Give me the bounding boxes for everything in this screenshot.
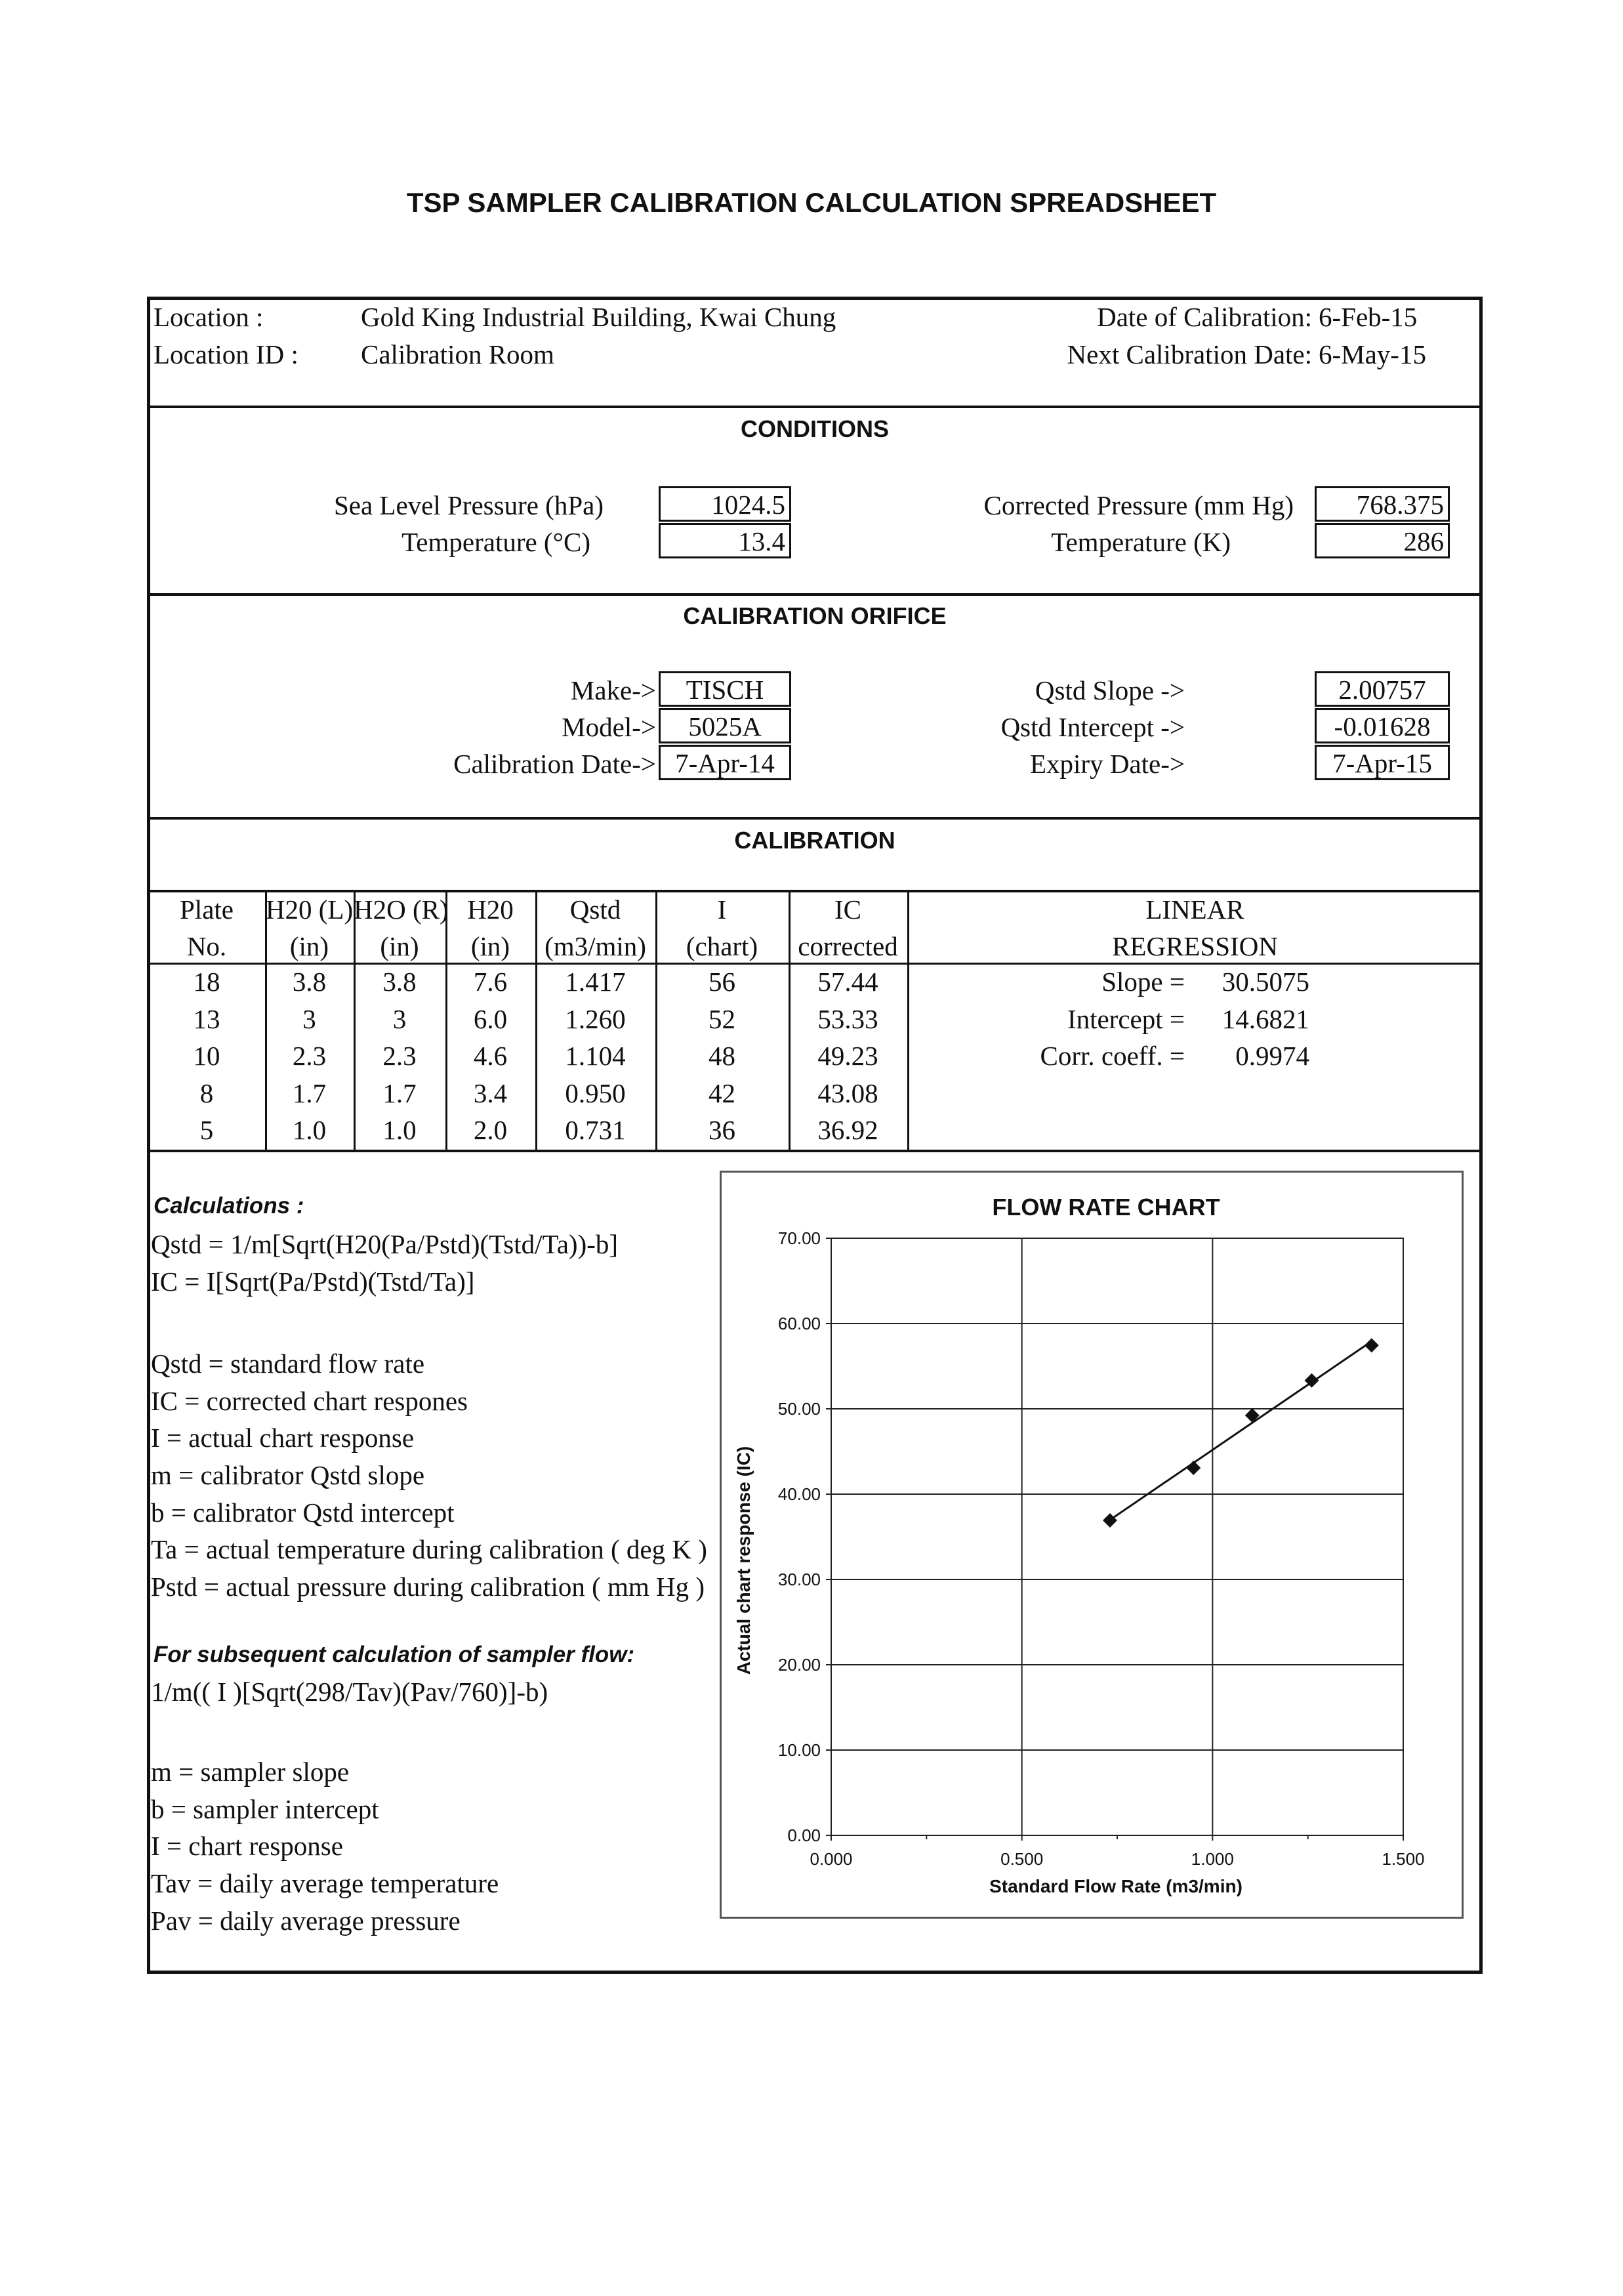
col-header-line1: IC [834,894,861,925]
section-divider [148,593,1481,596]
table-cell-ic-corrected: 49.23 [817,1041,878,1071]
col-header-h2o-right [354,891,449,965]
expiry-date-label: Expiry Date-> [1029,749,1185,779]
col-header-line2: corrected [798,931,898,961]
col-header-line1: H20 [467,894,514,925]
table-cell-qstd: 1.417 [565,967,626,997]
chart-x-axis-label: Standard Flow Rate (m3/min) [989,1876,1243,1896]
table-cell-h2o: 3.4 [473,1077,508,1108]
flow-rate-chart [720,1171,1464,1919]
table-cell-h2o-left: 1.7 [292,1077,327,1108]
table-cell-plate-no: 13 [193,1003,220,1034]
definition-line: Qstd = standard flow rate [151,1348,425,1379]
table-cell-qstd: 1.260 [565,1003,626,1034]
qstd-intercept-value: -0.01628 [1315,708,1450,743]
section-divider [148,817,1481,820]
definition-line: b = calibrator Qstd intercept [151,1497,455,1528]
table-cell-h2o-right: 3 [392,1003,407,1034]
table-cell-h2o: 7.6 [473,967,508,997]
table-cell-plate-no: 18 [193,967,220,997]
definition-line: Ta = actual temperature during calibration ( deg K ) [151,1534,707,1564]
col-header-line2: (in) [380,931,419,961]
table-cell-h2o-left: 1.0 [292,1115,327,1145]
qstd-intercept-label: Qstd Intercept -> [1000,712,1185,742]
col-header-line1: Plate [180,894,234,925]
chart-y-tick-label: 40.00 [777,1484,821,1504]
page-title: TSP SAMPLER CALIBRATION CALCULATION SPREADSHEET [406,187,1217,218]
col-header-line2: (in) [289,931,329,961]
table-cell-h2o-right: 3.8 [382,967,417,997]
table-cell-h2o-right: 1.0 [382,1115,417,1145]
regression-corr-value: 0.9974 [1235,1041,1309,1071]
temperature-k-value: 286 [1315,523,1450,558]
location-id-label: Location ID : [154,339,298,369]
definition-line: Pstd = actual pressure during calibration ( mm Hg ) [151,1572,705,1602]
chart-y-tick-label: 20.00 [777,1655,821,1675]
table-cell-plate-no: 5 [199,1115,214,1145]
next-calibration-value: 6-May-15 [1319,339,1426,369]
regression-slope-value: 30.5075 [1222,967,1309,997]
col-header-line2: No. [186,931,227,961]
table-cell-h2o: 4.6 [473,1041,508,1071]
model-value: 5025A [659,708,791,743]
table-cell-i-chart: 48 [709,1041,735,1071]
definition-line: IC = corrected chart respones [151,1386,468,1416]
make-label: Make-> [570,675,656,705]
col-header-line2: (chart) [686,931,758,961]
subsequent-definition-line: m = sampler slope [151,1757,350,1787]
table-cell-qstd: 0.950 [565,1077,626,1108]
expiry-date-value: 7-Apr-15 [1315,745,1450,780]
chart-y-axis-label: Actual chart response (IC) [733,1446,754,1675]
table-cell-i-chart: 36 [709,1115,735,1145]
chart-y-tick-label: 70.00 [777,1228,821,1248]
chart-x-tick-label: 0.500 [1000,1849,1044,1869]
regression-corr-label: Corr. coeff. = [1040,1041,1185,1071]
table-cell-h2o-left: 3.8 [292,967,327,997]
col-header-plate [148,891,265,965]
linear-regression-heading [907,891,1483,965]
regression-title-line1: LINEAR [1145,894,1244,925]
chart-y-tick-label: 10.00 [777,1740,821,1760]
col-header-line1: H20 (L) [265,894,354,925]
formula-ic: IC = I[Sqrt(Pa/Pstd)(Tstd/Ta)] [151,1266,475,1297]
qstd-slope-label: Qstd Slope -> [1035,675,1185,705]
model-label: Model-> [562,712,656,742]
subsequent-definition-line: b = sampler intercept [151,1794,379,1824]
col-header-line1: Qstd [569,894,621,925]
table-cell-ic-corrected: 43.08 [817,1077,878,1108]
chart-x-tick-label: 1.500 [1382,1849,1425,1869]
calibration-date-label: Date of Calibration: [1097,302,1312,332]
subsequent-formula: 1/m(( I )[Sqrt(298/Tav)(Pav/760)]-b) [151,1677,548,1707]
table-cell-h2o-right: 2.3 [382,1041,417,1071]
location-id-value: Calibration Room [361,339,554,369]
chart-frame [721,1172,1463,1918]
table-cell-h2o-right: 1.7 [382,1077,417,1108]
orifice-calibration-date-value: 7-Apr-14 [659,745,791,780]
table-cell-plate-no: 8 [199,1077,214,1108]
sea-level-pressure-value: 1024.5 [659,486,791,522]
subsequent-definition-line: Pav = daily average pressure [151,1906,461,1936]
chart-y-tick-label: 0.00 [787,1826,821,1845]
col-header-line2: (in) [470,931,510,961]
chart-y-tick-label: 30.00 [777,1570,821,1589]
subsequent-definition-line: Tav = daily average temperature [151,1868,499,1898]
table-cell-h2o: 2.0 [473,1115,508,1145]
col-header-ic [789,891,907,965]
regression-title-line2: REGRESSION [1112,931,1278,961]
next-calibration-label: Next Calibration Date: [1067,339,1312,369]
calibration-date-value: 6-Feb-15 [1319,302,1418,332]
make-value: TISCH [659,671,791,707]
corrected-pressure-label: Corrected Pressure (mm Hg) [983,490,1294,520]
chart-x-tick-label: 1.000 [1191,1849,1234,1869]
table-cell-plate-no: 10 [193,1041,220,1071]
formula-qstd: Qstd = 1/m[Sqrt(H20(Pa/Pstd)(Tstd/Ta))-b] [151,1229,619,1259]
subsequent-definition-line: I = chart response [151,1831,343,1861]
chart-title: FLOW RATE CHART [992,1194,1220,1221]
col-header-i [655,891,789,965]
temperature-c-label: Temperature (°C) [401,527,590,557]
table-cell-qstd: 1.104 [565,1041,626,1071]
table-cell-h2o-left: 3 [302,1003,316,1034]
regression-intercept-label: Intercept = [1067,1004,1185,1034]
regression-intercept-value: 14.6821 [1222,1004,1309,1034]
table-cell-ic-corrected: 36.92 [817,1115,878,1145]
table-cell-qstd: 0.731 [565,1115,626,1145]
calibration-heading: CALIBRATION [734,827,895,854]
table-cell-ic-corrected: 53.33 [817,1003,878,1034]
subsequent-calculation-heading: For subsequent calculation of sampler flow: [154,1642,635,1667]
col-header-h2o [445,891,535,965]
table-cell-i-chart: 42 [709,1077,735,1108]
col-header-qstd [535,891,655,965]
calibration-orifice-heading: CALIBRATION ORIFICE [683,602,947,629]
table-cell-h2o-left: 2.3 [292,1041,327,1071]
col-header-line1: I [717,894,727,925]
col-header-h2o-left [265,891,354,965]
orifice-calibration-date-label: Calibration Date-> [453,749,656,779]
table-cell-ic-corrected: 57.44 [817,967,878,997]
section-divider [148,1150,1481,1152]
location-label: Location : [154,302,264,332]
qstd-slope-value: 2.00757 [1315,671,1450,707]
sea-level-pressure-label: Sea Level Pressure (hPa) [333,490,604,520]
corrected-pressure-value: 768.375 [1315,486,1450,522]
table-cell-i-chart: 52 [709,1003,735,1034]
calculations-heading: Calculations : [154,1193,304,1219]
table-cell-h2o: 6.0 [473,1003,508,1034]
temperature-c-value: 13.4 [659,523,791,558]
col-header-line1: H2O (R) [354,894,449,925]
definition-line: I = actual chart response [151,1423,415,1453]
table-cell-i-chart: 56 [709,967,735,997]
chart-y-tick-label: 50.00 [777,1399,821,1419]
conditions-heading: CONDITIONS [740,415,889,442]
col-header-line2: (m3/min) [544,931,646,961]
location-value: Gold King Industrial Building, Kwai Chung [361,302,836,332]
regression-slope-label: Slope = [1101,967,1185,997]
section-divider [148,406,1481,408]
definition-line: m = calibrator Qstd slope [151,1460,425,1490]
chart-y-tick-label: 60.00 [777,1314,821,1333]
chart-x-tick-label: 0.000 [810,1849,853,1869]
temperature-k-label: Temperature (K) [1051,527,1231,557]
